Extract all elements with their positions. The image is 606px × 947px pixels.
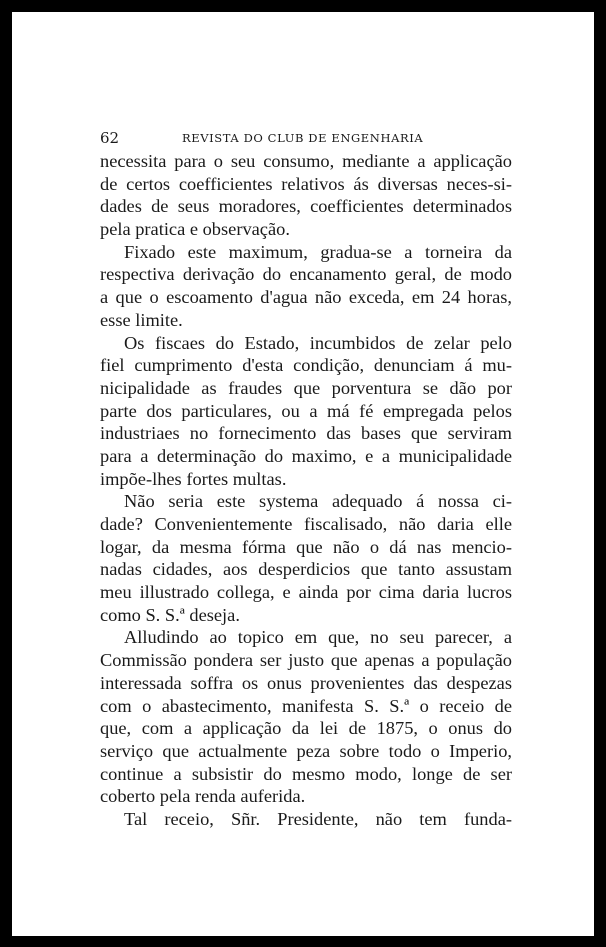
text-line: impõe-lhes fortes multas.	[100, 468, 287, 489]
text-line: respectiva derivação do encanamento geral, de modo	[100, 264, 512, 285]
text-line: de certos coefficientes relativos ás diversas neces-si-	[100, 173, 512, 194]
text-line: Não seria este systema adequado á nossa ci-	[124, 491, 512, 512]
paragraph	[100, 808, 512, 831]
text-line: como S. S.ª deseja.	[100, 604, 240, 625]
paragraph	[100, 150, 512, 241]
text-line: para a determinação do maximo, e a municipalidade	[100, 445, 512, 466]
text-line: que, com a applicação da lei de 1875, o onus do	[100, 718, 512, 739]
text-line: necessita para o seu consumo, mediante a applicação	[100, 151, 512, 171]
text-line: Alludindo ao topico em que, no seu parecer, a	[124, 627, 512, 648]
text-line: continue a subsistir do mesmo modo, longe de ser	[100, 763, 512, 784]
text-line: parte dos particulares, ou a má fé empregada pelos	[100, 400, 512, 421]
paragraph	[100, 490, 512, 626]
page-number: 62	[100, 129, 120, 147]
text-line: industriaes no fornecimento das bases que serviram	[100, 423, 512, 444]
text-line: Tal receio, Sñr. Presidente, não tem funda-	[124, 808, 512, 829]
paragraph	[100, 626, 512, 808]
text-line: nadas cidades, aos desperdicios que tanto assustam	[100, 559, 512, 580]
text-line: interessada soffra os onus provenientes das despezas	[100, 672, 512, 693]
text-line: a que o escoamento d'agua não exceda, em 24 horas,	[100, 287, 512, 308]
text-line: Commissão pondera ser justo que apenas a população	[100, 650, 512, 671]
text-line: nicipalidade as fraudes que porventura se dão por	[100, 377, 512, 398]
text-line: Os fiscaes do Estado, incumbidos de zelar pelo	[124, 332, 512, 353]
journal-title: REVISTA DO CLUB DE ENGENHARIA	[182, 131, 424, 145]
text-line: dade? Convenientemente fiscalisado, não daria elle	[100, 514, 512, 534]
text-line: dades de seus moradores, coefficientes determinados	[100, 196, 512, 217]
text-line: serviço que actualmente peza sobre todo o Imperio,	[100, 740, 512, 761]
text-line: pela pratica e observação.	[100, 219, 290, 240]
text-line: com o abastecimento, manifesta S. S.ª o receio de	[100, 695, 512, 716]
text-line: fiel cumprimento d'esta condição, denunciam á mu-	[100, 355, 512, 376]
body-text	[100, 150, 512, 831]
text-line: logar, da mesma fórma que não o dá nas mencio-	[100, 536, 512, 557]
text-line: coberto pela renda auferida.	[100, 786, 306, 807]
paragraph	[100, 241, 512, 332]
running-header	[100, 129, 532, 149]
book-page	[12, 12, 594, 936]
text-line: Fixado este maximum, gradua-se a torneira da	[124, 241, 512, 262]
text-line: meu illustrado collega, e ainda por cima daria lucros	[100, 582, 512, 603]
paragraph	[100, 332, 512, 491]
text-line: esse limite.	[100, 309, 183, 330]
